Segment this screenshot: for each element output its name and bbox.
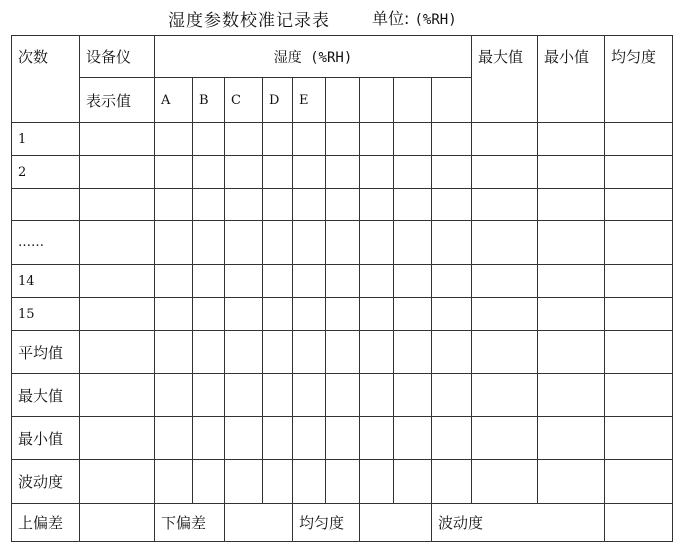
point-e: E bbox=[293, 78, 326, 123]
data-cell bbox=[432, 460, 472, 504]
data-cell bbox=[80, 374, 155, 417]
data-cell bbox=[538, 221, 605, 265]
data-cell bbox=[225, 221, 263, 265]
data-cell bbox=[538, 331, 605, 374]
data-cell bbox=[326, 417, 360, 460]
data-cell bbox=[472, 460, 538, 504]
data-cell bbox=[80, 417, 155, 460]
data-cell bbox=[293, 417, 326, 460]
data-cell bbox=[155, 123, 193, 156]
data-cell bbox=[193, 374, 225, 417]
data-cell bbox=[155, 331, 193, 374]
data-cell bbox=[293, 374, 326, 417]
data-cell bbox=[360, 156, 394, 189]
data-cell bbox=[360, 221, 394, 265]
table-row bbox=[12, 331, 673, 374]
data-cell bbox=[326, 189, 360, 221]
data-cell bbox=[605, 460, 673, 504]
data-cell bbox=[538, 374, 605, 417]
data-cell bbox=[293, 123, 326, 156]
data-cell bbox=[605, 374, 673, 417]
footer-row bbox=[12, 504, 673, 542]
data-cell bbox=[360, 374, 394, 417]
data-cell bbox=[394, 156, 432, 189]
data-cell bbox=[193, 460, 225, 504]
header-uniformity: 均匀度 bbox=[605, 36, 673, 123]
data-cell bbox=[155, 189, 193, 221]
row-label bbox=[12, 189, 80, 221]
data-cell bbox=[193, 156, 225, 189]
data-cell bbox=[326, 265, 360, 298]
unit-label bbox=[372, 6, 457, 29]
data-cell bbox=[326, 221, 360, 265]
data-cell bbox=[80, 331, 155, 374]
footer-fluctuation-value bbox=[605, 504, 673, 542]
point-blank bbox=[360, 78, 394, 123]
header-device-line1: 设备仪 bbox=[80, 36, 155, 78]
table-row bbox=[12, 156, 673, 189]
table-row bbox=[12, 298, 673, 331]
data-cell bbox=[193, 189, 225, 221]
data-cell bbox=[155, 298, 193, 331]
table-row bbox=[12, 460, 673, 504]
data-cell bbox=[472, 331, 538, 374]
data-cell bbox=[605, 298, 673, 331]
footer-fluctuation: 波动度 bbox=[432, 504, 605, 542]
data-cell bbox=[263, 123, 293, 156]
unit-value: (%RH) bbox=[414, 12, 457, 28]
point-blank bbox=[394, 78, 432, 123]
data-cell bbox=[225, 265, 263, 298]
data-cell bbox=[225, 156, 263, 189]
row-label: 最小值 bbox=[12, 417, 80, 460]
data-cell bbox=[472, 298, 538, 331]
data-cell bbox=[432, 331, 472, 374]
data-cell bbox=[155, 156, 193, 189]
data-cell bbox=[293, 265, 326, 298]
row-label: 平均值 bbox=[12, 331, 80, 374]
data-cell bbox=[263, 156, 293, 189]
data-cell bbox=[263, 189, 293, 221]
data-cell bbox=[394, 460, 432, 504]
data-cell bbox=[263, 460, 293, 504]
table-row bbox=[12, 374, 673, 417]
data-cell bbox=[155, 460, 193, 504]
data-cell bbox=[155, 221, 193, 265]
data-cell bbox=[605, 189, 673, 221]
footer-upper-dev-value bbox=[80, 504, 155, 542]
row-label: 15 bbox=[12, 298, 80, 331]
data-cell bbox=[538, 265, 605, 298]
data-cell bbox=[472, 189, 538, 221]
data-cell bbox=[394, 265, 432, 298]
data-cell bbox=[293, 331, 326, 374]
table-row bbox=[12, 189, 673, 221]
data-cell bbox=[605, 123, 673, 156]
data-cell bbox=[605, 221, 673, 265]
data-cell bbox=[293, 460, 326, 504]
table-row bbox=[12, 221, 673, 265]
data-cell bbox=[605, 265, 673, 298]
data-cell bbox=[538, 460, 605, 504]
data-cell bbox=[432, 123, 472, 156]
data-cell bbox=[432, 156, 472, 189]
row-label: 14 bbox=[12, 265, 80, 298]
data-cell bbox=[472, 156, 538, 189]
footer-upper-dev: 上偏差 bbox=[12, 504, 80, 542]
data-cell bbox=[394, 374, 432, 417]
data-cell bbox=[432, 374, 472, 417]
data-cell bbox=[538, 156, 605, 189]
data-cell bbox=[538, 298, 605, 331]
data-cell bbox=[225, 298, 263, 331]
data-cell bbox=[360, 417, 394, 460]
row-label: 波动度 bbox=[12, 460, 80, 504]
data-cell bbox=[225, 374, 263, 417]
data-cell bbox=[605, 417, 673, 460]
point-a: A bbox=[155, 78, 193, 123]
data-cell bbox=[225, 123, 263, 156]
data-cell bbox=[360, 298, 394, 331]
data-cell bbox=[472, 265, 538, 298]
data-cell bbox=[326, 123, 360, 156]
data-cell bbox=[155, 417, 193, 460]
data-cell bbox=[432, 189, 472, 221]
data-cell bbox=[293, 221, 326, 265]
point-blank bbox=[326, 78, 360, 123]
data-cell bbox=[80, 189, 155, 221]
data-cell bbox=[80, 298, 155, 331]
data-cell bbox=[326, 156, 360, 189]
data-cell bbox=[360, 331, 394, 374]
data-cell bbox=[394, 123, 432, 156]
data-cell bbox=[432, 265, 472, 298]
header-max: 最大值 bbox=[472, 36, 538, 123]
point-blank bbox=[432, 78, 472, 123]
data-cell bbox=[193, 221, 225, 265]
data-cell bbox=[193, 331, 225, 374]
data-cell bbox=[80, 460, 155, 504]
data-cell bbox=[263, 417, 293, 460]
data-cell bbox=[293, 189, 326, 221]
data-cell bbox=[360, 460, 394, 504]
data-cell bbox=[326, 460, 360, 504]
data-cell bbox=[394, 417, 432, 460]
point-b: B bbox=[193, 78, 225, 123]
record-title: 湿度参数校准记录表 bbox=[168, 11, 330, 31]
data-cell bbox=[263, 298, 293, 331]
data-cell bbox=[263, 265, 293, 298]
data-cell bbox=[80, 123, 155, 156]
data-cell bbox=[155, 374, 193, 417]
data-cell bbox=[193, 123, 225, 156]
data-cell bbox=[472, 123, 538, 156]
data-cell bbox=[538, 417, 605, 460]
data-cell bbox=[394, 221, 432, 265]
data-cell bbox=[360, 189, 394, 221]
header-humidity: 湿度 (%RH) bbox=[155, 36, 472, 78]
data-cell bbox=[193, 417, 225, 460]
data-cell bbox=[326, 374, 360, 417]
data-cell bbox=[326, 331, 360, 374]
data-cell bbox=[360, 265, 394, 298]
data-cell bbox=[394, 331, 432, 374]
data-cell bbox=[225, 417, 263, 460]
data-cell bbox=[225, 189, 263, 221]
data-cell bbox=[193, 265, 225, 298]
data-cell bbox=[360, 123, 394, 156]
row-label: …… bbox=[12, 221, 80, 265]
footer-lower-dev-value bbox=[225, 504, 293, 542]
header-times: 次数 bbox=[12, 36, 80, 123]
data-cell bbox=[80, 221, 155, 265]
data-cell bbox=[432, 417, 472, 460]
data-cell bbox=[605, 156, 673, 189]
table-row bbox=[12, 123, 673, 156]
row-label: 1 bbox=[12, 123, 80, 156]
data-cell bbox=[293, 298, 326, 331]
data-cell bbox=[263, 221, 293, 265]
data-cell bbox=[326, 298, 360, 331]
data-cell bbox=[263, 331, 293, 374]
data-cell bbox=[80, 265, 155, 298]
data-cell bbox=[472, 417, 538, 460]
footer-uniformity: 均匀度 bbox=[293, 504, 360, 542]
data-cell bbox=[225, 331, 263, 374]
data-cell bbox=[538, 189, 605, 221]
footer-lower-dev: 下偏差 bbox=[155, 504, 225, 542]
point-c: C bbox=[225, 78, 263, 123]
data-cell bbox=[225, 460, 263, 504]
data-cell bbox=[193, 298, 225, 331]
data-cell bbox=[263, 374, 293, 417]
row-label: 最大值 bbox=[12, 374, 80, 417]
data-cell bbox=[394, 298, 432, 331]
header-min: 最小值 bbox=[538, 36, 605, 123]
unit-label-text: 单位: bbox=[372, 9, 410, 28]
data-cell bbox=[432, 298, 472, 331]
data-cell bbox=[472, 221, 538, 265]
table-row bbox=[12, 417, 673, 460]
calibration-table bbox=[11, 35, 673, 542]
data-cell bbox=[155, 265, 193, 298]
row-label: 2 bbox=[12, 156, 80, 189]
data-cell bbox=[394, 189, 432, 221]
data-cell bbox=[432, 221, 472, 265]
data-cell bbox=[605, 331, 673, 374]
data-cell bbox=[472, 374, 538, 417]
point-d: D bbox=[263, 78, 293, 123]
data-cell bbox=[538, 123, 605, 156]
data-cell bbox=[80, 156, 155, 189]
table-row bbox=[12, 265, 673, 298]
data-cell bbox=[293, 156, 326, 189]
page-title bbox=[0, 2, 680, 32]
header-device-line2: 表示值 bbox=[80, 78, 155, 123]
footer-uniformity-value bbox=[360, 504, 432, 542]
